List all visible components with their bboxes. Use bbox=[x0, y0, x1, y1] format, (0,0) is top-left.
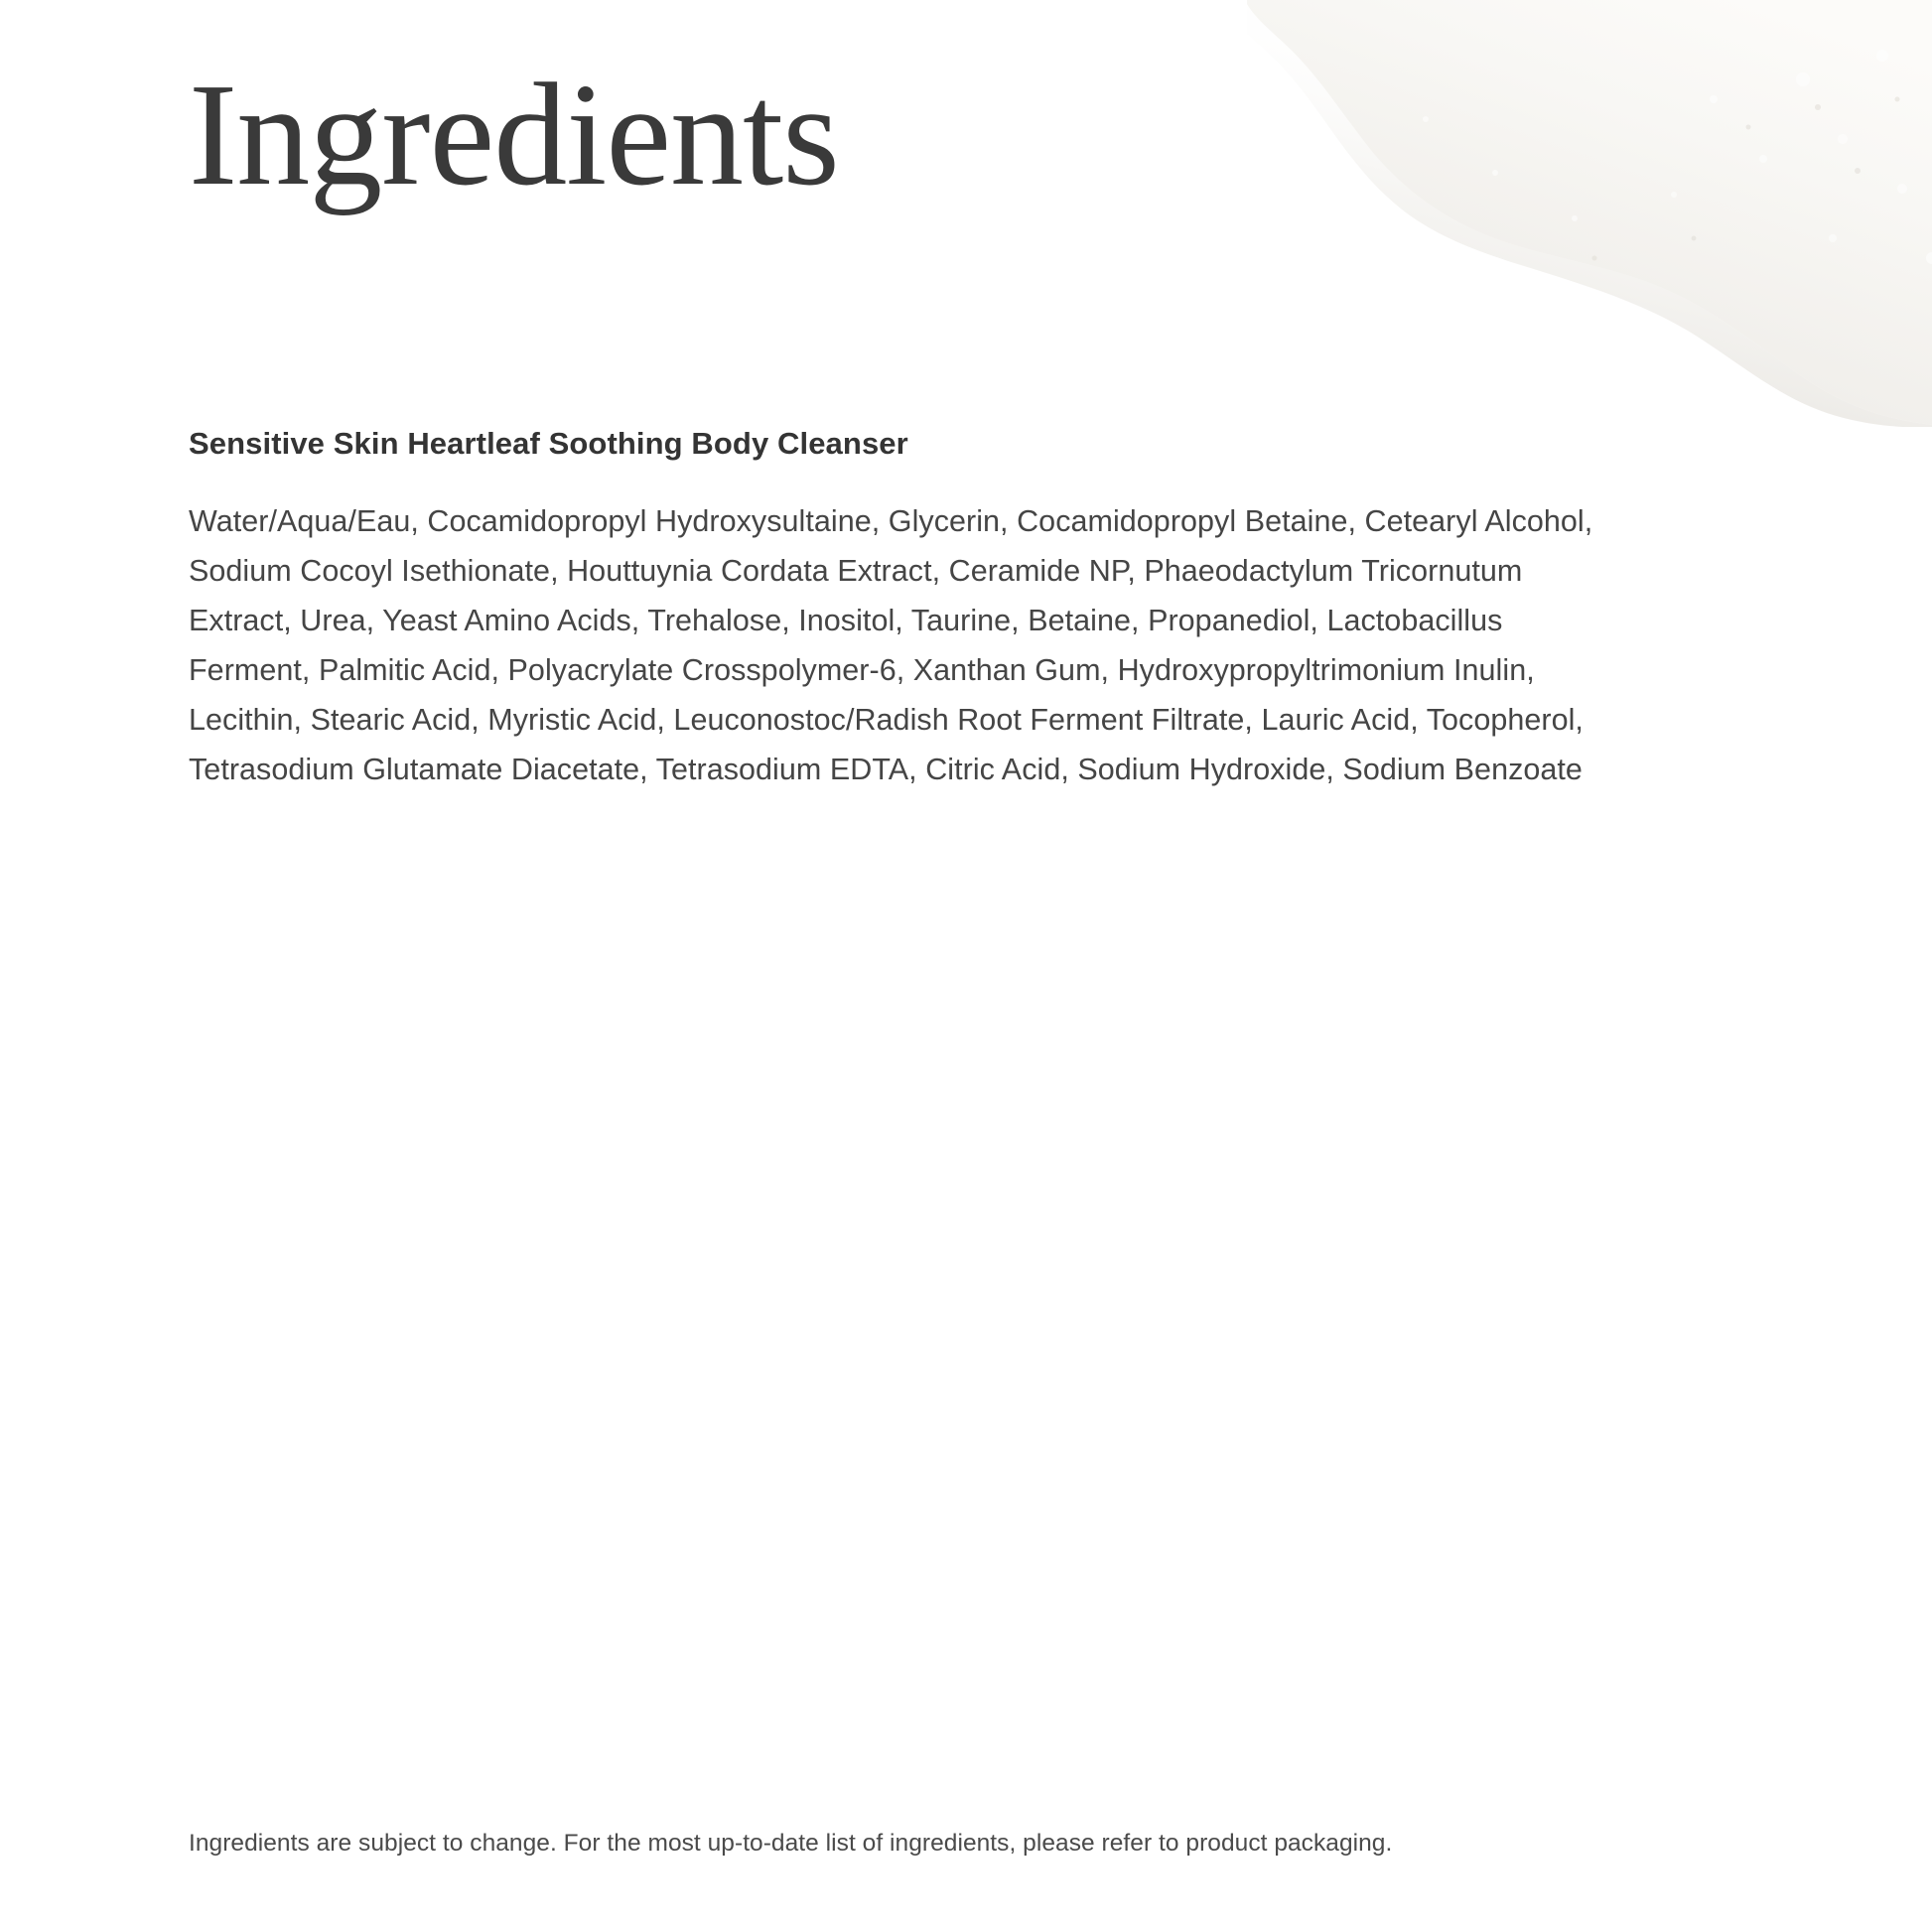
ingredients-disclaimer: Ingredients are subject to change. For the most up-to-date list of ingredients, please refer to product packaging. bbox=[189, 1829, 1393, 1857]
product-name: Sensitive Skin Heartleaf Soothing Body Cleanser bbox=[189, 426, 908, 461]
ingredient-list: Water/Aqua/Eau, Cocamidopropyl Hydroxysultaine, Glycerin, Cocamidopropyl Betaine, Cetearyl Alcohol, Sodium Cocoyl Isethionate, Houttuynia Cordata Extract, Ceramide NP, Phaeodactylum Tricornutum Extract, Urea, Yeast Amino Acids, Trehalose, Inositol, Taurine, Betaine, Propanediol, Lactobacillus Ferment, Palmitic Acid, Polyacrylate Crosspolymer-6, Xanthan Gum, Hydroxypropyltrimonium Inulin, Lecithin, Stearic Acid, Myristic Acid, Leuconostoc/Radish Root Ferment Filtrate, Lauric Acid, Tocopherol, Tetrasodium Glutamate Diacetate, Tetrasodium EDTA, Citric Acid, Sodium Hydroxide, Sodium Benzoate bbox=[189, 504, 1593, 787]
content-column bbox=[0, 0, 1932, 794]
page-title: Ingredients bbox=[189, 54, 839, 216]
